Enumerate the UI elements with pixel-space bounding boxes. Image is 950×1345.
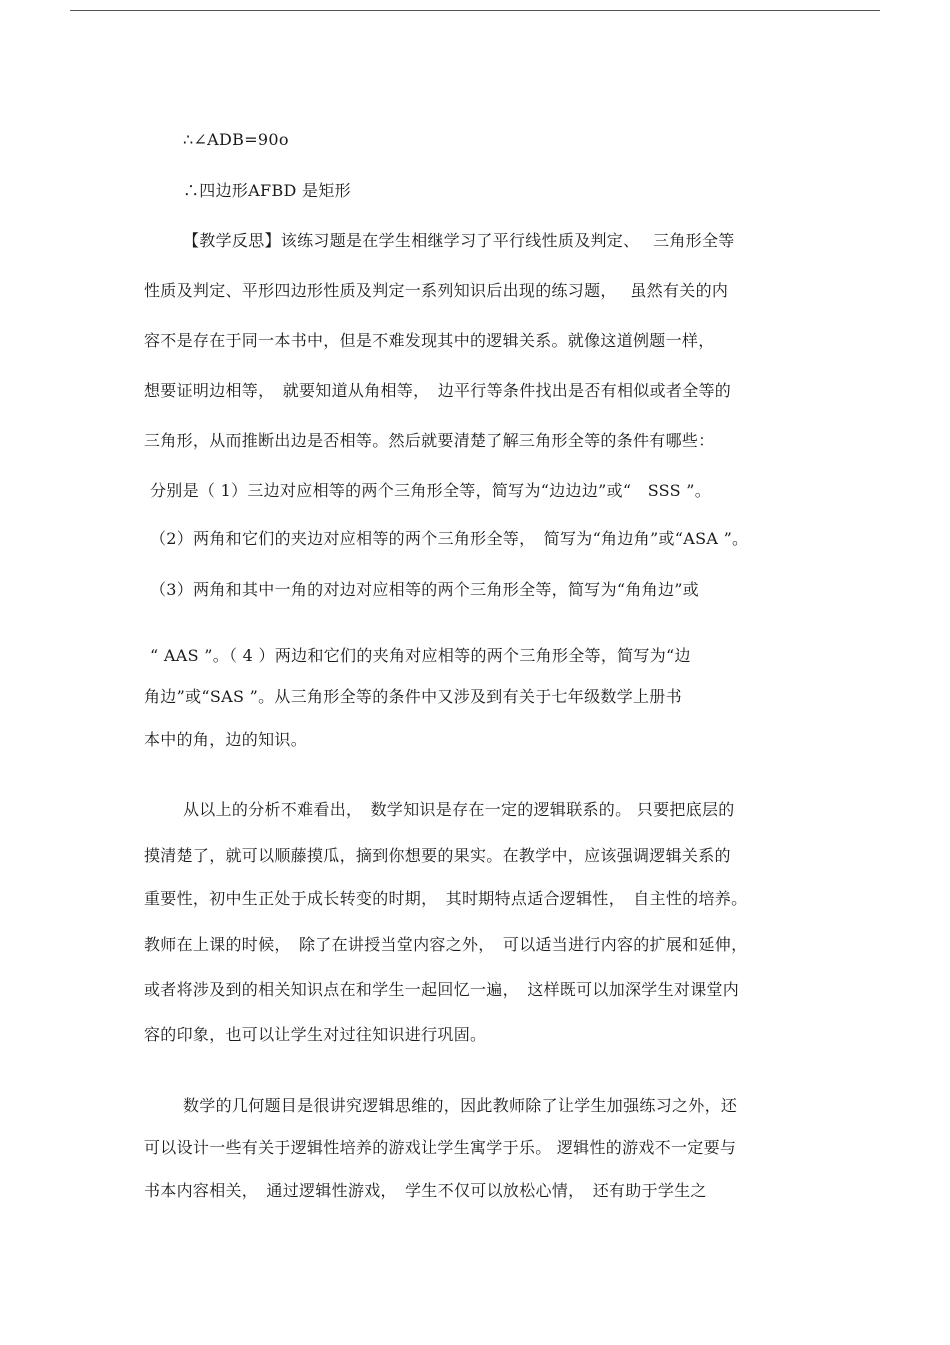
text-line: 书本内容相关， 通过逻辑性游戏， 学生不仅可以放松心情， 还有助于学生之 [144,1181,707,1200]
text-line: 角边”或“SAS ”。从三角形全等的条件中又涉及到有关于七年级数学上册书 [144,687,682,706]
text-line: 本中的角，边的知识。 [144,730,308,749]
text-line: （3）两角和其中一角的对边对应相等的两个三角形全等，简写为“角角边”或 [150,580,700,599]
text-line: 想要证明边相等， 就要知道从角相等， 边平行等条件找出是否有相似或者全等的 [144,381,732,400]
text-line: 分别是（ 1）三边对应相等的两个三角形全等，简写为“边边边”或“ SSS ”。 [150,481,712,500]
text-line: 容不是存在于同一本书中，但是不难发现其中的逻辑关系。就像这道例题一样， [144,331,715,350]
text-line: 摸清楚了，就可以顺藤摸瓜，摘到你想要的果实。在教学中，应该强调逻辑关系的 [144,846,731,865]
text-line: “ AAS ”。（ 4 ）两边和它们的夹角对应相等的两个三角形全等，简写为“边 [150,646,691,665]
text-line: 【教学反思】该练习题是在学生相继学习了平行线性质及判定、 三角形全等 [183,231,735,250]
text-line: 或者将涉及到的相关知识点在和学生一起回忆一遍， 这样既可以加深学生对课堂内 [144,980,740,999]
text-line: （2）两角和它们的夹边对应相等的两个三角形全等， 简写为“角边角”或“ASA ”。 [150,529,749,548]
text-line: 三角形，从而推断出边是否相等。然后就要清楚了解三角形全等的条件有哪些： [144,431,715,450]
text-line: 容的印象，也可以让学生对过往知识进行巩固。 [144,1025,487,1044]
text-line: ∴四边形AFBD 是矩形 [183,181,351,200]
text-line: 性质及判定、平形四边形性质及判定一系列知识后出现的练习题， 虽然有关的内 [144,281,729,300]
text-line: 数学的几何题目是很讲究逻辑思维的，因此教师除了让学生加强练习之外，还 [183,1096,738,1115]
text-line: 教师在上课的时候， 除了在讲授当堂内容之外， 可以适当进行内容的扩展和延伸， [144,935,748,954]
text-line: 从以上的分析不难看出， 数学知识是存在一定的逻辑联系的。 只要把底层的 [183,800,735,819]
text-line: 重要性，初中生正处于成长转变的时期， 其时期特点适合逻辑性， 自主性的培养。 [144,889,748,908]
header-rule [70,10,880,11]
text-line: ∴∠ADB=90o [183,130,289,149]
text-line: 可以设计一些有关于逻辑性培养的游戏让学生寓学于乐。 逻辑性的游戏不一定要与 [144,1138,737,1157]
